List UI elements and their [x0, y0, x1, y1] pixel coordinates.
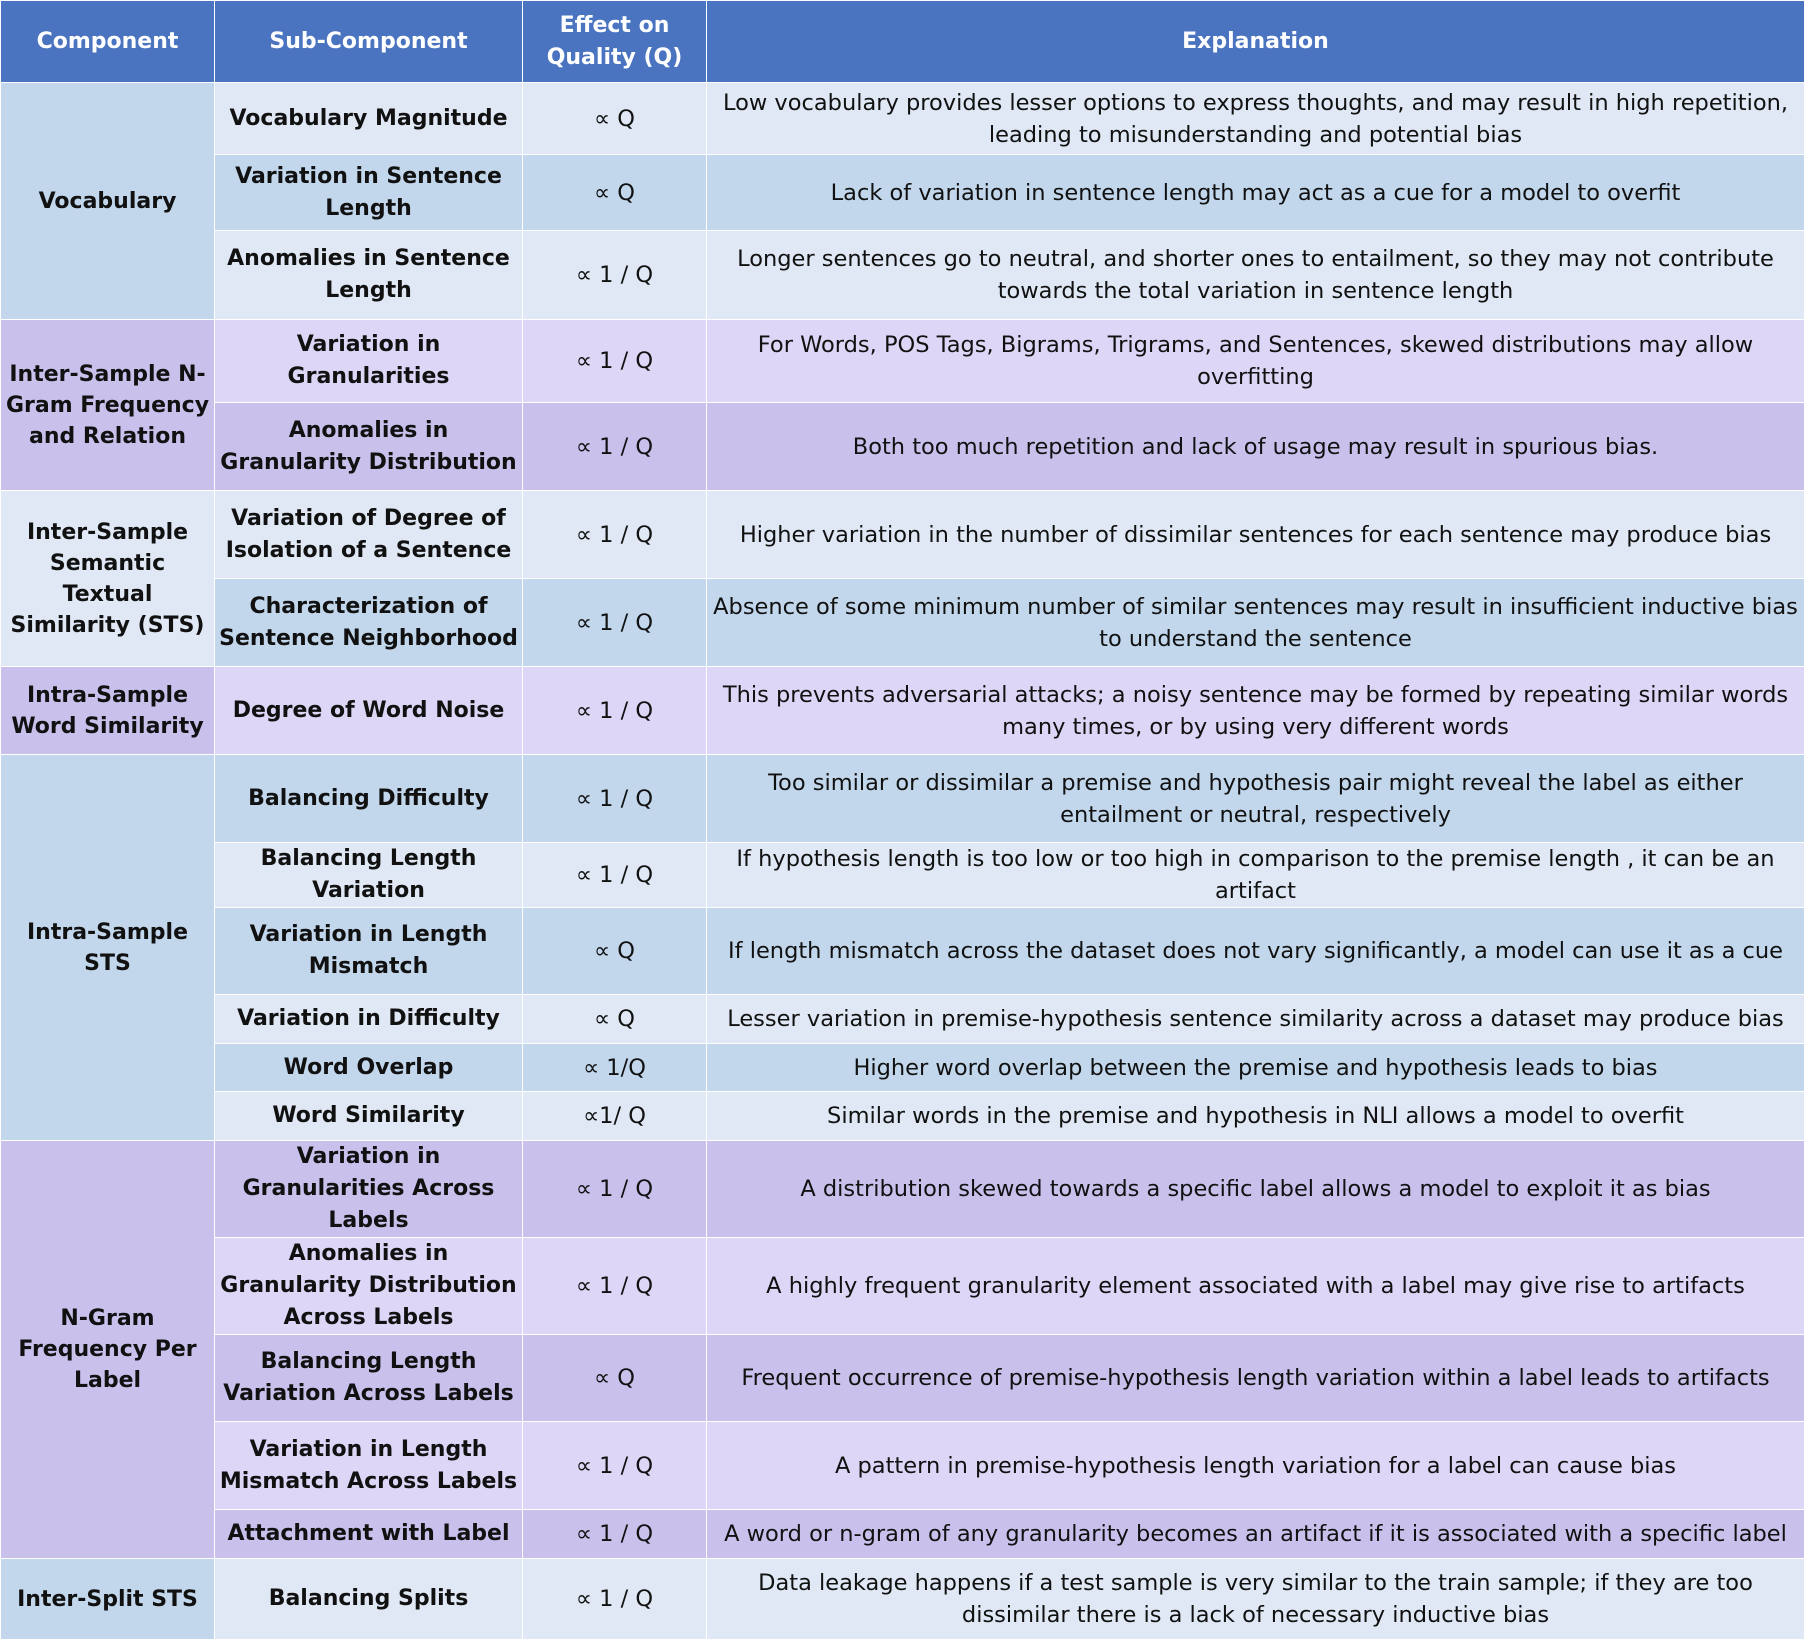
sub-component-cell: Variation in Granularities — [215, 320, 523, 403]
header-row — [1, 1, 1804, 83]
table-row — [1, 908, 1804, 995]
component-cell: Inter-Sample N-Gram Frequency and Relation — [1, 320, 215, 491]
sub-component-cell: Variation in Length Mismatch — [215, 908, 523, 995]
explanation-cell: Similar words in the premise and hypothesis in NLI allows a model to overfit — [707, 1092, 1804, 1141]
explanation-cell: Lesser variation in premise-hypothesis sentence similarity across a dataset may produce bias — [707, 995, 1804, 1044]
effect-cell: ∝1/ Q — [523, 1092, 707, 1141]
sub-component-cell: Vocabulary Magnitude — [215, 83, 523, 155]
table-row — [1, 1044, 1804, 1092]
explanation-cell: For Words, POS Tags, Bigrams, Trigrams, and Sentences, skewed distributions may allow overfitting — [707, 320, 1804, 403]
effect-cell: ∝ 1 / Q — [523, 320, 707, 403]
sub-component-cell: Anomalies in Granularity Distribution Across Labels — [215, 1238, 523, 1335]
table-row — [1, 667, 1804, 755]
explanation-cell: Both too much repetition and lack of usage may result in spurious bias. — [707, 403, 1804, 491]
effect-cell: ∝ 1 / Q — [523, 1238, 707, 1335]
explanation-cell: Low vocabulary provides lesser options to express thoughts, and may result in high repetition, leading to misunderstanding and potential bias — [707, 83, 1804, 155]
effect-cell: ∝ 1 / Q — [523, 491, 707, 579]
table-row — [1, 1422, 1804, 1510]
sub-component-cell: Balancing Difficulty — [215, 755, 523, 843]
explanation-cell: Absence of some minimum number of similar sentences may result in insufficient inductive bias to understand the sentence — [707, 579, 1804, 667]
component-cell: N-Gram Frequency Per Label — [1, 1141, 215, 1559]
effect-cell: ∝ 1 / Q — [523, 667, 707, 755]
sub-component-cell: Attachment with Label — [215, 1510, 523, 1559]
table-row — [1, 83, 1804, 155]
effect-cell: ∝ Q — [523, 155, 707, 231]
sub-component-cell: Characterization of Sentence Neighborhood — [215, 579, 523, 667]
sub-component-cell: Balancing Length Variation Across Labels — [215, 1335, 523, 1422]
sub-component-cell: Variation of Degree of Isolation of a Sentence — [215, 491, 523, 579]
table-row — [1, 843, 1804, 908]
sub-component-cell: Balancing Length Variation — [215, 843, 523, 908]
component-cell: Intra-Sample Word Similarity — [1, 667, 215, 755]
effect-cell: ∝ Q — [523, 908, 707, 995]
explanation-cell: Lack of variation in sentence length may act as a cue for a model to overfit — [707, 155, 1804, 231]
explanation-cell: A word or n-gram of any granularity becomes an artifact if it is associated with a specific label — [707, 1510, 1804, 1559]
table-row — [1, 320, 1804, 403]
effect-cell: ∝ 1 / Q — [523, 403, 707, 491]
sub-component-cell: Balancing Splits — [215, 1559, 523, 1640]
effect-cell: ∝ 1 / Q — [523, 579, 707, 667]
header-sub-component: Sub-Component — [215, 1, 523, 83]
explanation-cell: Frequent occurrence of premise-hypothesis length variation within a label leads to artifacts — [707, 1335, 1804, 1422]
effect-cell: ∝ 1 / Q — [523, 231, 707, 320]
explanation-cell: Data leakage happens if a test sample is very similar to the train sample; if they are too dissimilar there is a lack of necessary inductive bias — [707, 1559, 1804, 1640]
sub-component-cell: Word Similarity — [215, 1092, 523, 1141]
sub-component-cell: Variation in Difficulty — [215, 995, 523, 1044]
header-effect-line1: Effect on — [560, 13, 670, 38]
component-cell: Vocabulary — [1, 83, 215, 320]
header-effect-line2: Quality (Q) — [547, 45, 683, 70]
header-effect — [523, 1, 707, 83]
explanation-cell: If hypothesis length is too low or too high in comparison to the premise length , it can be an artifact — [707, 843, 1804, 908]
explanation-cell: Higher variation in the number of dissimilar sentences for each sentence may produce bias — [707, 491, 1804, 579]
table-row — [1, 155, 1804, 231]
explanation-cell: A distribution skewed towards a specific label allows a model to exploit it as bias — [707, 1141, 1804, 1238]
effect-cell: ∝ 1 / Q — [523, 1559, 707, 1640]
component-cell: Intra-Sample STS — [1, 755, 215, 1141]
effect-cell: ∝ 1/Q — [523, 1044, 707, 1092]
table-row — [1, 491, 1804, 579]
component-cell: Inter-Sample Semantic Textual Similarity (STS) — [1, 491, 215, 667]
table-row — [1, 755, 1804, 843]
sub-component-cell: Variation in Granularities Across Labels — [215, 1141, 523, 1238]
explanation-cell: Too similar or dissimilar a premise and hypothesis pair might reveal the label as either entailment or neutral, respectively — [707, 755, 1804, 843]
table-row — [1, 1335, 1804, 1422]
sub-component-cell: Degree of Word Noise — [215, 667, 523, 755]
sub-component-cell: Variation in Sentence Length — [215, 155, 523, 231]
table-row — [1, 1141, 1804, 1238]
effect-cell: ∝ 1 / Q — [523, 1510, 707, 1559]
table-row — [1, 1092, 1804, 1141]
explanation-cell: A highly frequent granularity element associated with a label may give rise to artifacts — [707, 1238, 1804, 1335]
effect-cell: ∝ 1 / Q — [523, 1422, 707, 1510]
effect-cell: ∝ Q — [523, 995, 707, 1044]
effect-cell: ∝ 1 / Q — [523, 843, 707, 908]
sub-component-cell: Anomalies in Granularity Distribution — [215, 403, 523, 491]
header-component: Component — [1, 1, 215, 83]
table-row — [1, 1510, 1804, 1559]
effect-cell: ∝ Q — [523, 83, 707, 155]
sub-component-cell: Word Overlap — [215, 1044, 523, 1092]
explanation-cell: A pattern in premise-hypothesis length variation for a label can cause bias — [707, 1422, 1804, 1510]
explanation-cell: This prevents adversarial attacks; a noisy sentence may be formed by repeating similar words many times, or by using very different words — [707, 667, 1804, 755]
sub-component-cell: Anomalies in Sentence Length — [215, 231, 523, 320]
effect-cell: ∝ 1 / Q — [523, 1141, 707, 1238]
table-row — [1, 995, 1804, 1044]
table-row — [1, 579, 1804, 667]
table-row — [1, 1559, 1804, 1640]
explanation-cell: Higher word overlap between the premise and hypothesis leads to bias — [707, 1044, 1804, 1092]
effect-cell: ∝ Q — [523, 1335, 707, 1422]
component-cell: Inter-Split STS — [1, 1559, 215, 1640]
table-row — [1, 231, 1804, 320]
table-row — [1, 1238, 1804, 1335]
table-row — [1, 403, 1804, 491]
header-explanation: Explanation — [707, 1, 1804, 83]
explanation-cell: Longer sentences go to neutral, and shorter ones to entailment, so they may not contribute towards the total variation in sentence length — [707, 231, 1804, 320]
effect-cell: ∝ 1 / Q — [523, 755, 707, 843]
explanation-cell: If length mismatch across the dataset does not vary significantly, a model can use it as a cue — [707, 908, 1804, 995]
sub-component-cell: Variation in Length Mismatch Across Labels — [215, 1422, 523, 1510]
